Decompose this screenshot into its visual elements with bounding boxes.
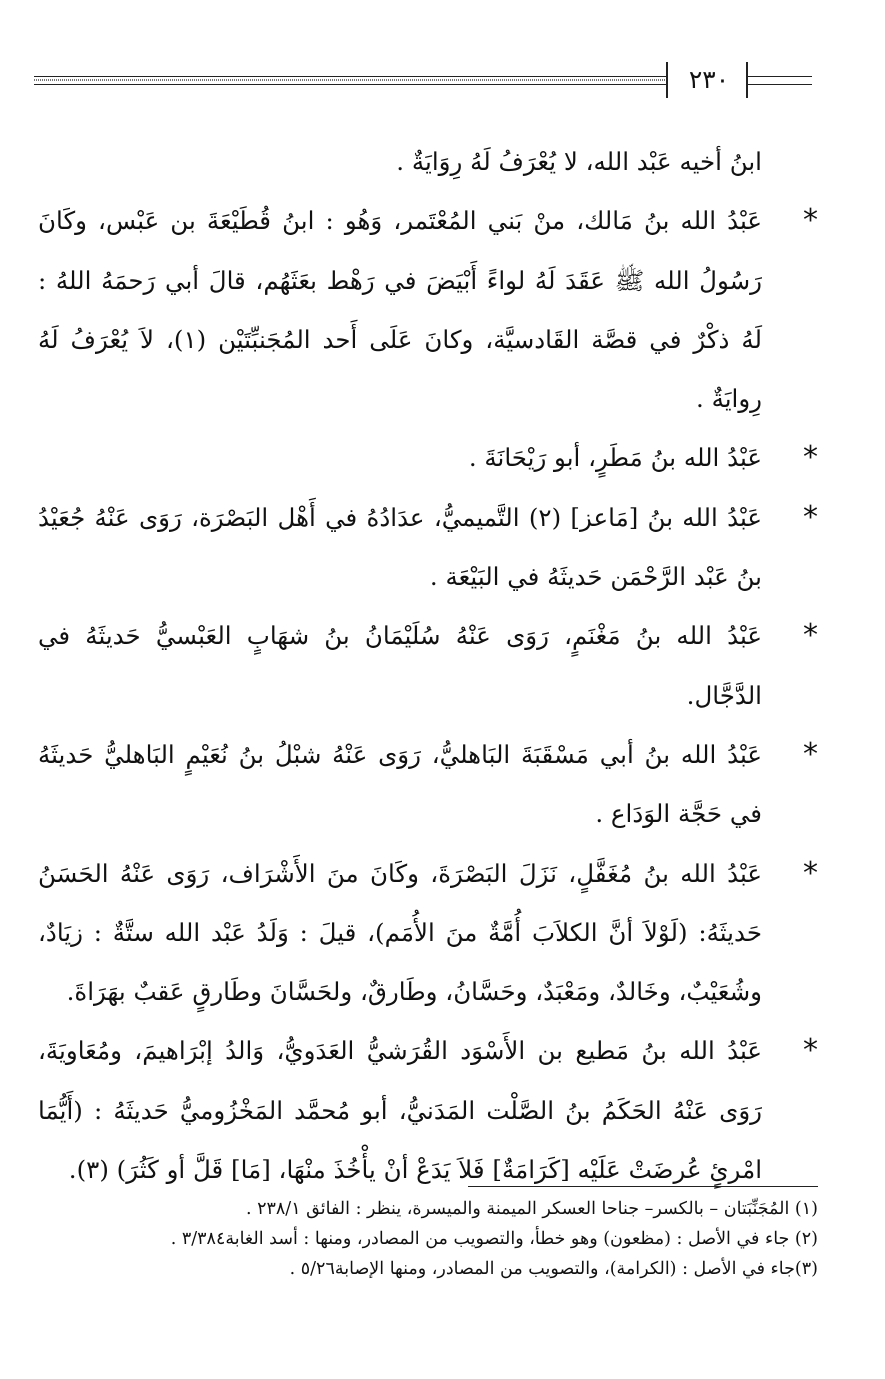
footnote-separator bbox=[468, 1186, 818, 1187]
bullet-star: * bbox=[803, 736, 818, 772]
intro-line: ابنُ أخيه عَبْد الله، لا يُعْرَفُ لَهُ رِوَايَةٌ . bbox=[396, 147, 762, 176]
entry-text: عَبْدُ الله بنُ مَالك، منْ بَني المُعْتَمر، وَهُو : ابنُ قُطَيْعَةَ بن عَبْس، وكَانَ رَسُولُ الله ﷺ عَقَدَ لَهُ لواءً أَبْيَضَ في رَهْط بعَثَهُم، قالَ أبي رَحمَهُ اللهُ : لَهُ ذكْرٌ في قصَّة القَادسيَّة، وكانَ عَلَى أَحد المُجَنبِّتَيْن (١)، لاَ يُعْرَفُ لَهُ رِوايَةٌ . bbox=[38, 206, 762, 414]
entry-text: عَبْدُ الله بنُ أبي مَسْقَبَةَ البَاهليُّ، رَوَى عَنْهُ شبْلُ بنُ نُعَيْمٍ البَاهليُّ حَديثَهُ في حَجَّة الوَدَاع . bbox=[38, 739, 762, 829]
entry-text: عَبْدُ الله بنُ [مَاعز] (٢) التَّميميُّ، عدَادُهُ في أَهْل البَصْرَة، رَوَى عَنْهُ جُعَيْدُ بنُ عَبْد الرَّحْمَن حَديثَهُ في البَيْعَة . bbox=[38, 502, 762, 592]
main-text bbox=[38, 132, 818, 1199]
page-number: ٢٣٠ bbox=[688, 65, 730, 94]
entry bbox=[38, 191, 818, 428]
entry bbox=[38, 428, 818, 487]
entry bbox=[38, 606, 818, 725]
footnote: (٢) جاء في الأصل : (مظعون) وهو خطأ، والتصويب من المصادر، ومنها : أسد الغابة٣/٣٨٤ . bbox=[170, 1229, 818, 1249]
entry bbox=[38, 1021, 818, 1199]
header-rule-left bbox=[34, 76, 666, 85]
entry-text: عَبْدُ الله بنُ مَطيع بن الأَسْوَد القُرَشيُّ العَدَويُّ، وَالدُ إبْرَاهيمَ، ومُعَاويَةَ، رَوَى عَنْهُ الحَكَمُ بنُ الصَّلْت المَدَنيُّ، أبو مُحمَّد المَخْزُوميُّ حَديثَهُ : (أَيُّمَا امْرئٍ عُرضَتْ عَلَيْه [كَرَامَةٌ] فَلاَ يَدَعْ أنْ يأْخُذَ منْهَا، [مَا] قَلَّ أو كَثُرَ) (٣). bbox=[38, 1036, 762, 1185]
header-rule-right bbox=[748, 76, 812, 85]
entry-text: عَبْدُ الله بنُ مُغَفَّلٍ، نَزَلَ البَصْرَةَ، وكَانَ منَ الأَشْرَاف، رَوَى عَنْهُ الحَسَنُ حَديثَهُ: (لَوْلاَ أنَّ الكلاَبَ أُمَّةٌ منَ الأُمَم)، قيلَ : وَلَدُ عَبْد الله ستَّةٌ : زيَادٌ، وشُعَيْبٌ، وخَالدٌ، ومَعْبَدٌ، وحَسَّانُ، وطَارقٌ، ولحَسَّانَ وطَارقٍ عَقبٌ بهَرَاةَ. bbox=[38, 858, 762, 1007]
entry bbox=[38, 488, 818, 607]
bullet-star: * bbox=[803, 499, 818, 535]
bullet-star: * bbox=[803, 618, 818, 654]
header-divider-left bbox=[666, 62, 668, 98]
footnotes bbox=[40, 1194, 818, 1284]
entry bbox=[38, 844, 818, 1022]
bullet-star: * bbox=[803, 203, 818, 239]
footnote: (٣)جاء في الأصل : (الكرامة)، والتصويب من المصادر، ومنها الإصابة٥/٢٦ . bbox=[289, 1259, 818, 1279]
bullet-star: * bbox=[803, 440, 818, 476]
entry-text: عَبْدُ الله بنُ مَغْنَمٍ، رَوَى عَنْهُ سُلَيْمَانُ بنُ شهَابٍ العَبْسيُّ حَديثَهُ في الدَّجَّال. bbox=[38, 621, 762, 710]
bullet-star: * bbox=[803, 1033, 818, 1069]
footnote: (١) المُجَنِّبَتان – بالكسر– جناحا العسكر الميمنة والميسرة، ينظر : الفائق ٢٣٨/١ . bbox=[245, 1199, 818, 1219]
page-header bbox=[34, 62, 812, 98]
bullet-star: * bbox=[803, 855, 818, 891]
entry-text: عَبْدُ الله بنُ مَطَرٍ، أبو رَيْحَانَةَ . bbox=[468, 443, 762, 473]
entry bbox=[38, 725, 818, 844]
